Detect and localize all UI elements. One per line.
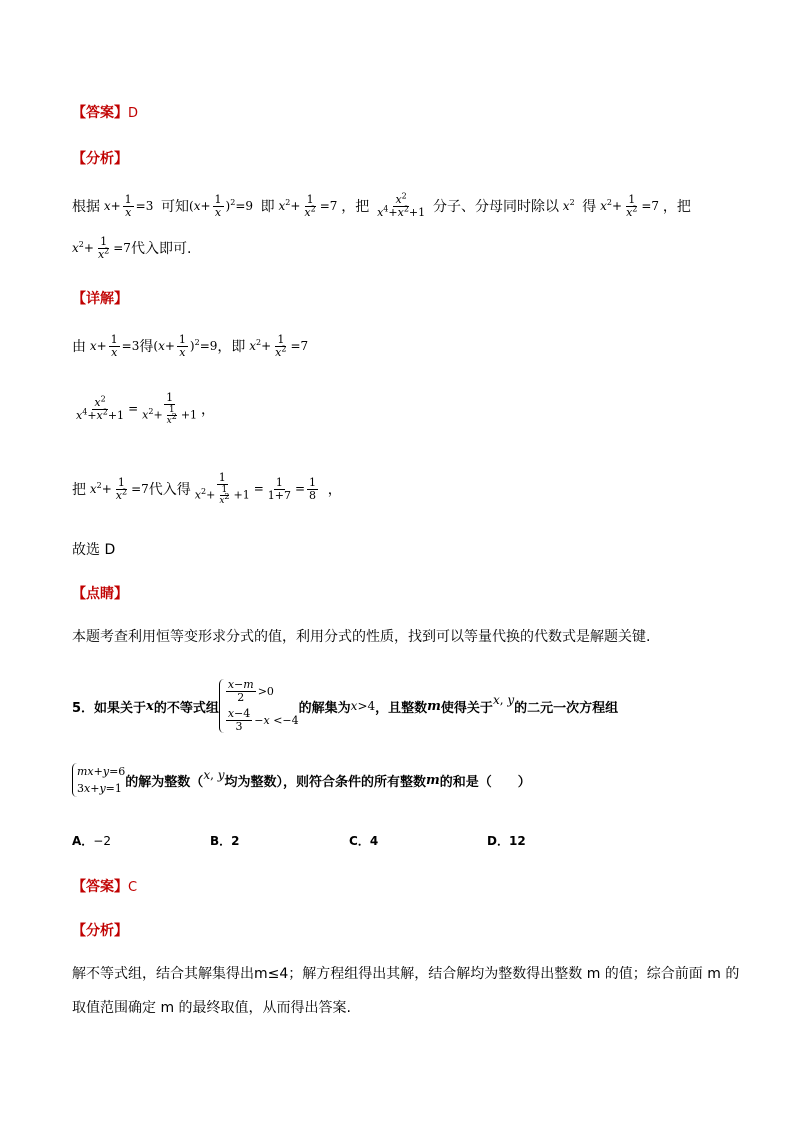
option-value: 4 xyxy=(369,834,379,848)
math-expression: $\frac{x^2}{x^4+x^2+1}$ = 1 $x^2+$ $\frac{1}{x^2}$ +1 xyxy=(76,391,198,426)
text-segment: ，把 xyxy=(341,199,370,215)
variable-x: x xyxy=(146,698,154,714)
math-expression: $x^2+$ $\frac{1}{x^2}$ =7 xyxy=(600,192,663,219)
comment-heading: 【点睛】 xyxy=(72,586,128,602)
answer-heading-q5 xyxy=(72,876,137,896)
conclusion: 故选 D xyxy=(72,542,116,558)
equation-system: mx+y=6 3x+y=1 xyxy=(72,763,125,797)
detail-line-1 xyxy=(72,328,308,364)
analysis-line-1 xyxy=(72,188,691,224)
question-5-stem-line-1 xyxy=(72,668,618,744)
text-segment: 的二元一次方程组 xyxy=(514,700,619,716)
option-value: −2 xyxy=(93,834,111,848)
variable-m: m xyxy=(426,772,440,788)
math-expression: x>4 xyxy=(350,699,376,713)
text-segment: 代入即可. xyxy=(130,241,192,257)
math-expression: x, y xyxy=(203,768,225,782)
math-expression: (x+ $\frac{1}{x}$ )$^2$=9 xyxy=(153,332,218,359)
text-segment: 得 xyxy=(139,339,154,355)
math-expression: $\frac{x^2}{x^4+x^2+1}$ xyxy=(377,190,426,219)
answer-value: C xyxy=(128,880,138,895)
option-label: A． xyxy=(72,834,94,848)
math-expression: 1 $x^2+$ $\frac{1}{x^2}$ +1 = $\frac{1}{1+7}$ = $\frac{1}{8}$ xyxy=(194,471,317,506)
text-segment: 的解集为 xyxy=(298,700,351,716)
answer-value: D xyxy=(128,106,139,121)
math-expression: $x^2+$ $\frac{1}{x^2}$ =7 xyxy=(278,192,342,219)
detail-line-2 xyxy=(72,386,215,432)
text-segment: ，且整数 xyxy=(375,700,428,716)
text-segment: 5．如果关于 xyxy=(72,700,147,716)
comment-text: 本题考查利用恒等变形求分式的值，利用分式的性质，找到可以等量代换的代数式是解题关键. xyxy=(72,629,651,645)
option-label: D． xyxy=(487,834,509,848)
text-segment: 代入得 xyxy=(148,482,191,498)
text-segment: 根据 xyxy=(72,199,100,215)
analysis-q5-line-2: 取值范围确定 m 的最终取值，从而得出答案. xyxy=(72,1000,351,1016)
text-segment: ，把 xyxy=(662,199,691,215)
option-label: C． xyxy=(349,834,370,848)
text-segment: ，即 xyxy=(217,339,246,355)
detail-heading: 【详解】 xyxy=(72,291,128,307)
text-segment: 得 xyxy=(582,199,597,215)
analysis-heading-q5: 【分析】 xyxy=(72,923,128,939)
math-expression: $x^2$ xyxy=(562,198,575,213)
option-label: B． xyxy=(210,834,232,848)
math-expression: $x^2+$ $\frac{1}{x^2}$ =7 xyxy=(89,475,149,502)
math-expression: (x+ $\frac{1}{x}$ )$^2$=9 xyxy=(189,192,261,219)
analysis-q5-line-1: 解不等式组，结合其解集得出m≤4；解方程组得出其解，结合解均为整数得出整数 m 的值；综合前面 m 的 xyxy=(72,966,740,982)
text-segment: 使得关于 xyxy=(440,700,493,716)
text-segment: 可知 xyxy=(161,199,189,215)
math-expression: x, y xyxy=(492,693,515,707)
option-a[interactable] xyxy=(72,832,111,849)
analysis-heading: 【分析】 xyxy=(72,151,128,167)
variable-m: m xyxy=(427,698,441,714)
option-value: 2 xyxy=(231,834,240,848)
option-value: 12 xyxy=(508,834,526,848)
question-5-stem-line-2 xyxy=(72,760,531,800)
analysis-line-2 xyxy=(72,230,191,266)
text-segment: 的解为整数（ xyxy=(125,774,204,790)
inequality-system: $\frac{x-m}{2}$ >0 $\frac{x-4}{3}$ − x <−4 xyxy=(219,679,299,733)
text-segment: 的不等式组 xyxy=(153,700,219,716)
answer-heading xyxy=(72,102,138,122)
option-d[interactable] xyxy=(487,832,526,849)
option-b[interactable] xyxy=(210,832,240,849)
text-segment: 由 xyxy=(72,339,86,355)
text-segment: 分子、分母同时除以 xyxy=(432,199,559,215)
detail-line-3 xyxy=(72,466,342,512)
math-expression: $x^2+$ $\frac{1}{x^2}$ =7 xyxy=(249,332,309,359)
math-expression: x+ $\frac{1}{x}$ =3 xyxy=(103,192,161,219)
answer-tag: 【答案】 xyxy=(72,879,128,895)
text-segment: 的和是（ ） xyxy=(439,774,531,790)
text-segment: ， xyxy=(201,402,216,418)
math-expression: $x^2+$ $\frac{1}{x^2}$ =7 xyxy=(72,234,131,261)
text-segment: ， xyxy=(327,482,342,498)
text-segment: 把 xyxy=(72,482,86,498)
math-expression: x+ $\frac{1}{x}$ =3 xyxy=(89,332,140,359)
text-segment: 即 xyxy=(260,199,275,215)
text-segment: 均为整数），则符合条件的所有整数 xyxy=(224,774,427,790)
answer-tag: 【答案】 xyxy=(72,105,128,121)
option-c[interactable] xyxy=(349,832,378,849)
